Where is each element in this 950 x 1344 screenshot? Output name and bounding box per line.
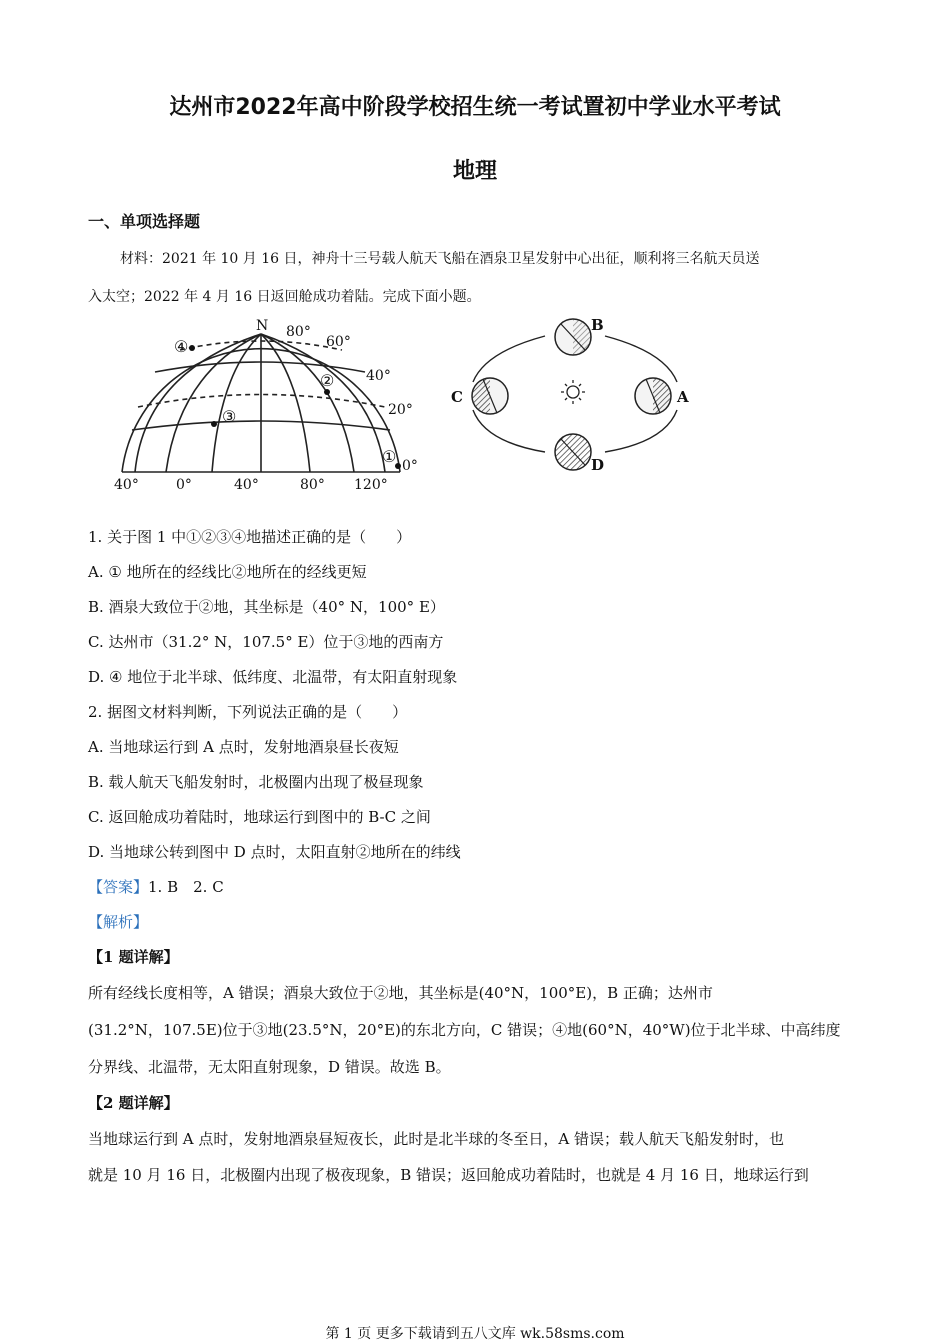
sun-icon — [561, 380, 585, 404]
question-1-option-b: B. 酒泉大致位于②地，其坐标是（40° N，100° E） — [88, 598, 445, 616]
point-1-label: ① — [382, 447, 397, 466]
label-c: C — [451, 388, 463, 406]
lat-label-40: 40° — [366, 368, 391, 384]
detail-2-line-2: 就是 10 月 16 日，北极圈内出现了极夜现象，B 错误；返回舱成功着陆时，也就是 4 月 16 日，地球运行到 — [88, 1166, 809, 1184]
page-footer: 第 1 页 更多下载请到五八文库 wk.58sms.com — [325, 1326, 625, 1342]
point-3-label: ③ — [222, 407, 237, 426]
north-label: N — [256, 318, 269, 334]
question-2-option-b: B. 载人航天飞船发射时，北极圈内出现了极昼现象 — [88, 773, 424, 791]
page-title: 达州市2022年高中阶段学校招生统一考试置初中学业水平考试 — [169, 95, 781, 120]
label-a: A — [677, 388, 689, 406]
lon-label-40w: 40° — [114, 477, 139, 492]
detail-1-line-1: 所有经线长度相等，A 错误；酒泉大致位于②地，其坐标是(40°N，100°E)，B 正确；达州市 — [88, 984, 713, 1002]
point-3-marker — [211, 421, 217, 427]
question-1-option-d: D. ④ 地位于北半球、低纬度、北温带，有太阳直射现象 — [88, 668, 458, 686]
answer-text: 1. B 2. C — [148, 878, 224, 896]
earth-position-b — [555, 319, 591, 355]
label-b: B — [591, 316, 604, 334]
detail-1-heading: 【1 题详解】 — [88, 948, 179, 966]
figure-2-earth-orbit — [445, 312, 705, 482]
earth-position-c — [472, 378, 508, 414]
detail-1-line-2: (31.2°N，107.5E)位于③地(23.5°N，20°E)的东北方向，C 错误；④地(60°N，40°W)位于北半球、中高纬度 — [88, 1021, 841, 1039]
lat-label-80: 80° — [286, 324, 311, 340]
question-2-stem: 2. 据图文材料判断，下列说法正确的是（ ） — [88, 703, 408, 721]
lat-label-0: 0° — [402, 458, 418, 474]
subject-title: 地理 — [452, 159, 497, 184]
question-2-option-c: C. 返回舱成功着陆时，地球运行到图中的 B-C 之间 — [88, 808, 431, 826]
lon-label-0: 0° — [176, 477, 192, 492]
point-2-label: ② — [320, 371, 335, 390]
lat-label-20: 20° — [388, 402, 413, 418]
question-2-option-d: D. 当地球公转到图中 D 点时，太阳直射②地所在的纬线 — [88, 843, 461, 861]
answer-line — [88, 876, 224, 897]
point-4-label: ④ — [174, 337, 189, 356]
lon-label-80e: 80° — [300, 477, 325, 492]
section-heading: 一、单项选择题 — [88, 212, 201, 231]
question-1-option-a: A. ① 地所在的经线比②地所在的经线更短 — [88, 563, 367, 581]
earth-position-d — [555, 434, 591, 470]
question-1-stem: 1. 关于图 1 中①②③④地描述正确的是（ ） — [88, 528, 412, 546]
detail-2-heading: 【2 题详解】 — [88, 1094, 179, 1112]
detail-2-line-1: 当地球运行到 A 点时，发射地酒泉昼短夜长，此时是北半球的冬至日，A 错误；载人航天飞船发射时，也 — [88, 1130, 784, 1148]
material-line-2: 入太空；2022 年 4 月 16 日返回舱成功着陆。完成下面小题。 — [88, 289, 481, 305]
label-d: D — [591, 456, 605, 474]
figure-1-globe-grid — [110, 312, 430, 492]
lon-label-120e: 120° — [354, 477, 388, 492]
answer-label: 【答案】 — [88, 878, 149, 896]
material-line-1: 材料：2021 年 10 月 16 日，神舟十三号载人航天飞船在酒泉卫星发射中心出征，顺利将三名航天员送 — [120, 251, 760, 267]
question-2-option-a: A. 当地球运行到 A 点时，发射地酒泉昼长夜短 — [88, 738, 399, 756]
point-4-marker — [189, 345, 195, 351]
question-1-option-c: C. 达州市（31.2° N，107.5° E）位于③地的西南方 — [88, 633, 444, 651]
earth-position-a — [635, 378, 671, 414]
lat-label-60: 60° — [326, 334, 351, 350]
lon-label-40e: 40° — [234, 477, 259, 492]
detail-1-line-3: 分界线、北温带，无太阳直射现象，D 错误。故选 B。 — [88, 1058, 451, 1076]
analysis-label: 【解析】 — [88, 913, 149, 931]
